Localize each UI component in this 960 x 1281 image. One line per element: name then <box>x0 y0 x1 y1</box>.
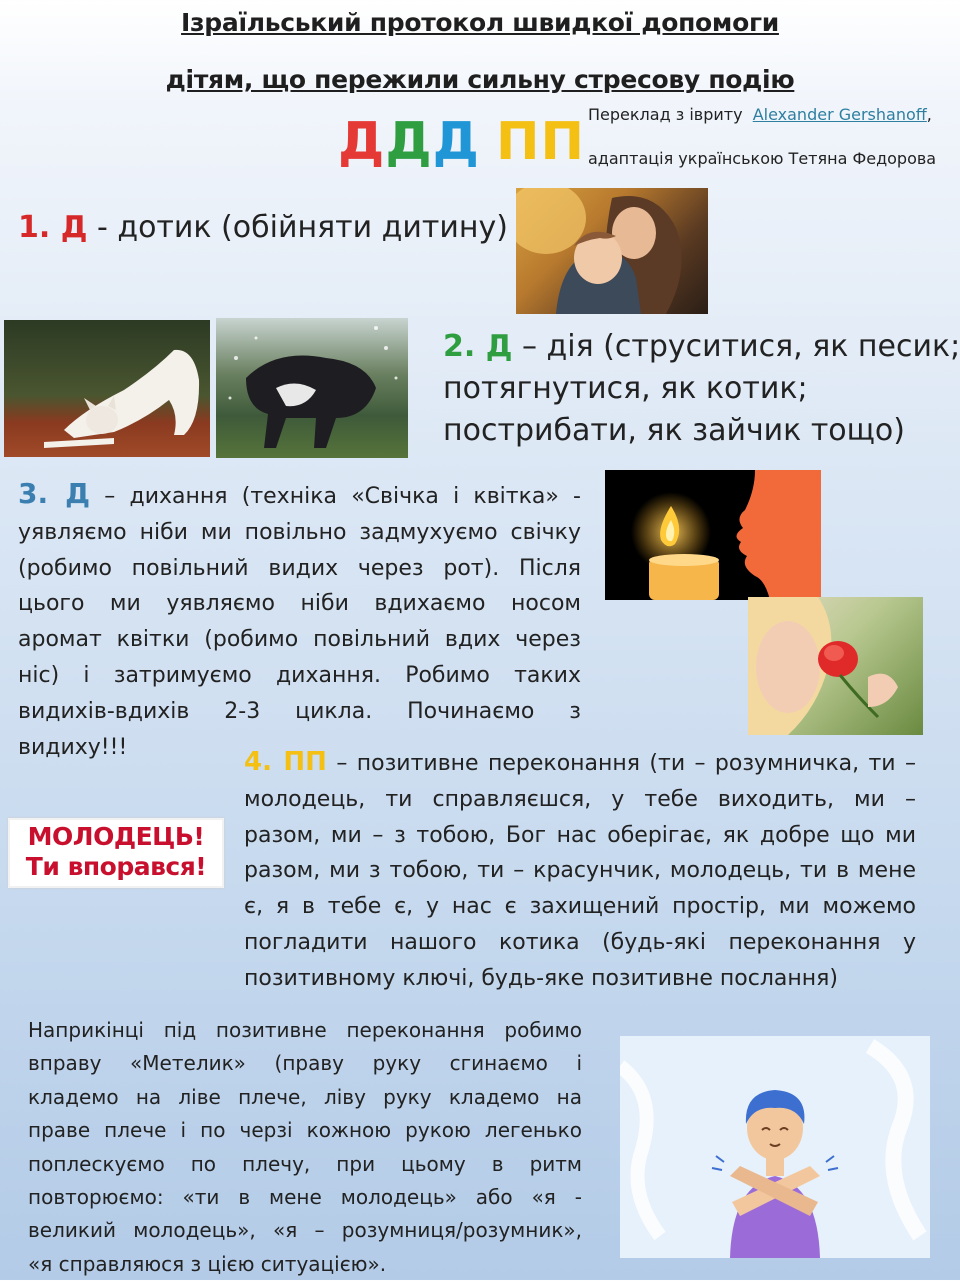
butterfly-hug-illustration <box>620 1036 930 1258</box>
butterfly-exercise-paragraph <box>28 1014 582 1281</box>
item-3-label: 3. Д <box>18 477 91 510</box>
item-4-line: позитивному ключі, будь-яке позитивне послання) <box>244 965 838 991</box>
item-2-text-1: – дія (струситися, як песик; <box>512 329 960 364</box>
cat-stretching-photo <box>4 320 210 457</box>
item-3-line: видиху!!! <box>18 734 128 760</box>
title-line-2: дітям, що пережили сильну стресову подію <box>165 65 795 94</box>
item-4-label: 4. ПП <box>244 747 327 777</box>
logo-letter: П <box>495 112 541 172</box>
footer-line: Наприкінці під позитивне переконання робимо <box>28 1018 582 1042</box>
item-1-label: 1. Д <box>18 210 88 245</box>
adaptation-credit: адаптація українською Тетяна Федорова <box>588 149 937 168</box>
mother-hugging-child-photo <box>516 188 708 314</box>
praise-sticker <box>8 818 224 888</box>
item-2-label: 2. Д <box>443 329 513 364</box>
item-3-line: уявляємо ніби ми повільно задмухуємо свічку <box>18 519 581 545</box>
translation-credit <box>588 105 932 124</box>
logo-letter: Д <box>338 112 386 172</box>
item-4-line: є, я в тебе є, у нас є захищений простір, ми можемо <box>244 894 916 920</box>
item-4-line: разом, ми – з тобою, Бог нас оберігає, як добре що ми <box>244 822 916 848</box>
item-3-line: цього ми уявляємо ніби вдихаємо носом <box>18 591 581 617</box>
child-smelling-flower-photo <box>748 597 923 735</box>
footer-line: вправу «Метелик» (праву руку сгинаємо і <box>28 1051 582 1076</box>
item-2-line-1 <box>443 329 960 364</box>
candle-graphic <box>605 470 821 600</box>
item-3-line: ніс) і затримуємо дихання. Робимо таких <box>18 662 581 688</box>
dog-graphic <box>216 318 408 458</box>
flower-graphic <box>748 597 923 735</box>
item-3-line: 3. Д – дихання (техніка «Свічка і квітка» - <box>18 477 581 510</box>
item-4-paragraph <box>244 745 916 997</box>
dog-shaking-photo <box>216 318 408 458</box>
item-2-line-3: пострибати, як зайчик тощо) <box>443 413 905 448</box>
mother-child-graphic <box>516 188 708 314</box>
item-3-paragraph <box>18 476 581 765</box>
item-1-text: - дотик (обійняти дитину) <box>87 210 508 245</box>
logo-letter: Д <box>432 112 480 172</box>
item-4-line: разом, ми з тобою, ти – красунчик, молодець, ти в мене <box>244 858 916 884</box>
footer-line: «я справляюся з цією ситуацією». <box>28 1251 387 1276</box>
footer-line: поплескуємо по плечу, при цьому в ритм <box>28 1151 582 1176</box>
logo-letter: Д <box>385 112 433 172</box>
logo-letter: П <box>540 112 585 172</box>
footer-line: великий молодець», «я – розумниця/розумник», <box>28 1218 582 1243</box>
credit-prefix: Переклад з івриту <box>588 105 743 124</box>
credit-author-link[interactable]: Alexander Gershanoff <box>752 105 927 124</box>
footer-line: кладемо на ліве плече, ліву руку кладемо на <box>28 1084 582 1109</box>
item-2-line-2: потягнутися, як котик; <box>443 371 808 406</box>
cat-graphic <box>4 320 210 457</box>
item-1 <box>18 210 508 245</box>
butterfly-hug-graphic <box>620 1036 930 1258</box>
item-4-line: погладити нашого котика (будь-які переконання у <box>244 929 916 955</box>
item-3-line: аромат квітки (робимо повільний вдих через <box>18 627 581 653</box>
candle-blowing-illustration <box>605 470 821 600</box>
item-4-line: 4. ПП – позитивне переконання (ти – розумничка, ти – <box>244 747 916 777</box>
sticker-line-1: МОЛОДЕЦЬ! <box>27 822 205 851</box>
sticker-line-2: Ти впорався! <box>25 852 207 881</box>
footer-line: праве плече і по черзі кожною рукою легенько <box>28 1118 582 1143</box>
item-3-line: видихів-вдихів 2-3 цикла. Починаємо з <box>18 698 581 724</box>
credit-suffix: , <box>926 105 932 124</box>
footer-line: повторюємо: «ти в мене молодець» або «я - <box>28 1185 582 1210</box>
logo-dddpp <box>338 112 585 172</box>
item-4-line: молодець, ти справляєшся, у тебе виходить, ми – <box>244 786 916 812</box>
title-line-1: Ізраїльський протокол швидкої допомоги <box>181 8 779 37</box>
item-3-line: (робимо повільний видих через рот). Після <box>18 555 581 581</box>
